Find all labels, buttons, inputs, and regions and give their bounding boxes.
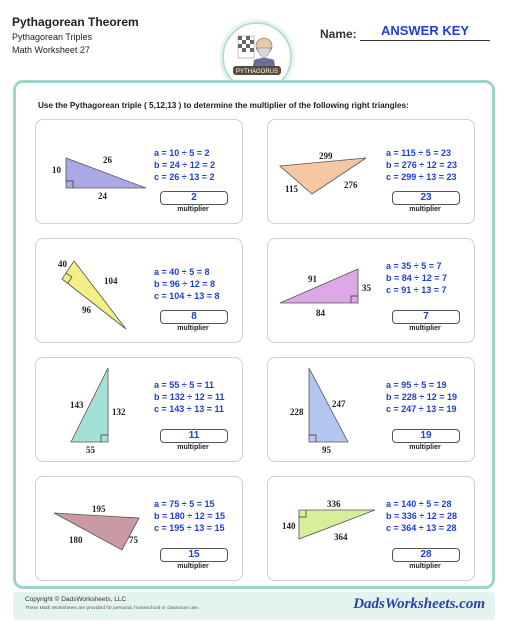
side-label: 91 bbox=[308, 274, 317, 284]
side-label: 276 bbox=[344, 180, 358, 190]
equation-a: a = 115 ÷ 5 = 23 bbox=[386, 148, 451, 158]
name-label: Name: bbox=[320, 27, 357, 41]
equation-b: b = 96 ÷ 12 = 8 bbox=[154, 279, 215, 289]
equation-b: b = 180 ÷ 12 = 15 bbox=[154, 511, 225, 521]
worksheet-number: Math Worksheet 27 bbox=[12, 45, 90, 55]
equation-c: c = 104 ÷ 13 = 8 bbox=[154, 291, 220, 301]
side-label: 115 bbox=[285, 184, 299, 194]
equation-a: a = 95 ÷ 5 = 19 bbox=[386, 380, 447, 390]
equation-a: a = 35 ÷ 5 = 7 bbox=[386, 261, 442, 271]
multiplier-label: multiplier bbox=[177, 563, 209, 570]
equation-c: c = 91 ÷ 13 = 7 bbox=[386, 285, 447, 295]
equation-b: b = 228 ÷ 12 = 19 bbox=[386, 392, 457, 402]
side-label: 299 bbox=[319, 151, 333, 161]
side-label: 336 bbox=[327, 499, 341, 509]
instructions: Use the Pythagorean triple ( 5,12,13 ) to determine the multiplier of the following right triangles: bbox=[38, 101, 409, 110]
side-label: 40 bbox=[58, 259, 67, 269]
footer bbox=[13, 592, 495, 620]
multiplier-answer[interactable]: 15 bbox=[160, 548, 228, 562]
multiplier-label: multiplier bbox=[409, 444, 441, 451]
equation-c: c = 299 ÷ 13 = 23 bbox=[386, 172, 457, 182]
side-label: 75 bbox=[129, 535, 138, 545]
equation-c: c = 364 ÷ 13 = 28 bbox=[386, 523, 457, 533]
problem-card bbox=[267, 119, 475, 224]
equation-b: b = 276 ÷ 12 = 23 bbox=[386, 160, 457, 170]
multiplier-label: multiplier bbox=[409, 563, 441, 570]
side-label: 95 bbox=[322, 445, 331, 455]
multiplier-label: multiplier bbox=[177, 325, 209, 332]
brand-logo[interactable]: DadsWorksheets.com bbox=[353, 596, 485, 612]
equation-b: b = 132 ÷ 12 = 11 bbox=[154, 392, 225, 402]
problem-card bbox=[35, 357, 243, 462]
side-label: 10 bbox=[52, 165, 61, 175]
equation-a: a = 55 ÷ 5 = 11 bbox=[154, 380, 214, 390]
equation-c: c = 247 ÷ 13 = 19 bbox=[386, 404, 457, 414]
equation-b: b = 84 ÷ 12 = 7 bbox=[386, 273, 447, 283]
side-label: 104 bbox=[104, 276, 118, 286]
multiplier-label: multiplier bbox=[177, 444, 209, 451]
name-field[interactable]: ANSWER KEY bbox=[360, 23, 490, 41]
equation-b: b = 336 ÷ 12 = 28 bbox=[386, 511, 457, 521]
equation-c: c = 195 ÷ 13 = 15 bbox=[154, 523, 225, 533]
problem-card bbox=[267, 357, 475, 462]
multiplier-answer[interactable]: 2 bbox=[160, 191, 228, 205]
side-label: 364 bbox=[334, 532, 348, 542]
multiplier-answer[interactable]: 23 bbox=[392, 191, 460, 205]
side-label: 84 bbox=[316, 308, 325, 318]
multiplier-answer[interactable]: 7 bbox=[392, 310, 460, 324]
multiplier-label: multiplier bbox=[177, 206, 209, 213]
side-label: 26 bbox=[103, 155, 112, 165]
copyright: Copyright © DadsWorksheets, LLC bbox=[25, 596, 127, 603]
side-label: 180 bbox=[69, 535, 83, 545]
side-label: 24 bbox=[98, 191, 107, 201]
side-label: 35 bbox=[362, 283, 371, 293]
equation-a: a = 10 ÷ 5 = 2 bbox=[154, 148, 210, 158]
problem-card bbox=[267, 476, 475, 581]
side-label: 195 bbox=[92, 504, 106, 514]
logo-text: PYTHAGORUS bbox=[235, 69, 279, 75]
equation-c: c = 143 ÷ 13 = 11 bbox=[154, 404, 225, 414]
usage-note: These Math Worksheets are provided for personal, homeschool or classroom use. bbox=[25, 606, 200, 611]
equation-a: a = 75 ÷ 5 = 15 bbox=[154, 499, 215, 509]
multiplier-label: multiplier bbox=[409, 206, 441, 213]
problem-card bbox=[35, 238, 243, 343]
equation-a: a = 140 ÷ 5 = 28 bbox=[386, 499, 452, 509]
problem-card bbox=[35, 476, 243, 581]
side-label: 140 bbox=[282, 521, 296, 531]
side-label: 96 bbox=[82, 305, 91, 315]
side-label: 228 bbox=[290, 407, 304, 417]
side-label: 143 bbox=[70, 400, 84, 410]
multiplier-answer[interactable]: 11 bbox=[160, 429, 228, 443]
equation-a: a = 40 ÷ 5 = 8 bbox=[154, 267, 210, 277]
multiplier-answer[interactable]: 28 bbox=[392, 548, 460, 562]
equation-c: c = 26 ÷ 13 = 2 bbox=[154, 172, 215, 182]
multiplier-answer[interactable]: 19 bbox=[392, 429, 460, 443]
equation-b: b = 24 ÷ 12 = 2 bbox=[154, 160, 215, 170]
multiplier-answer[interactable]: 8 bbox=[160, 310, 228, 324]
problem-card bbox=[267, 238, 475, 343]
side-label: 132 bbox=[112, 407, 126, 417]
multiplier-label: multiplier bbox=[409, 325, 441, 332]
side-label: 247 bbox=[332, 399, 346, 409]
problem-card bbox=[35, 119, 243, 224]
worksheet-subtitle: Pythagorean Triples bbox=[12, 32, 93, 42]
worksheet-title: Pythagorean Theorem bbox=[12, 15, 139, 29]
side-label: 55 bbox=[86, 445, 95, 455]
